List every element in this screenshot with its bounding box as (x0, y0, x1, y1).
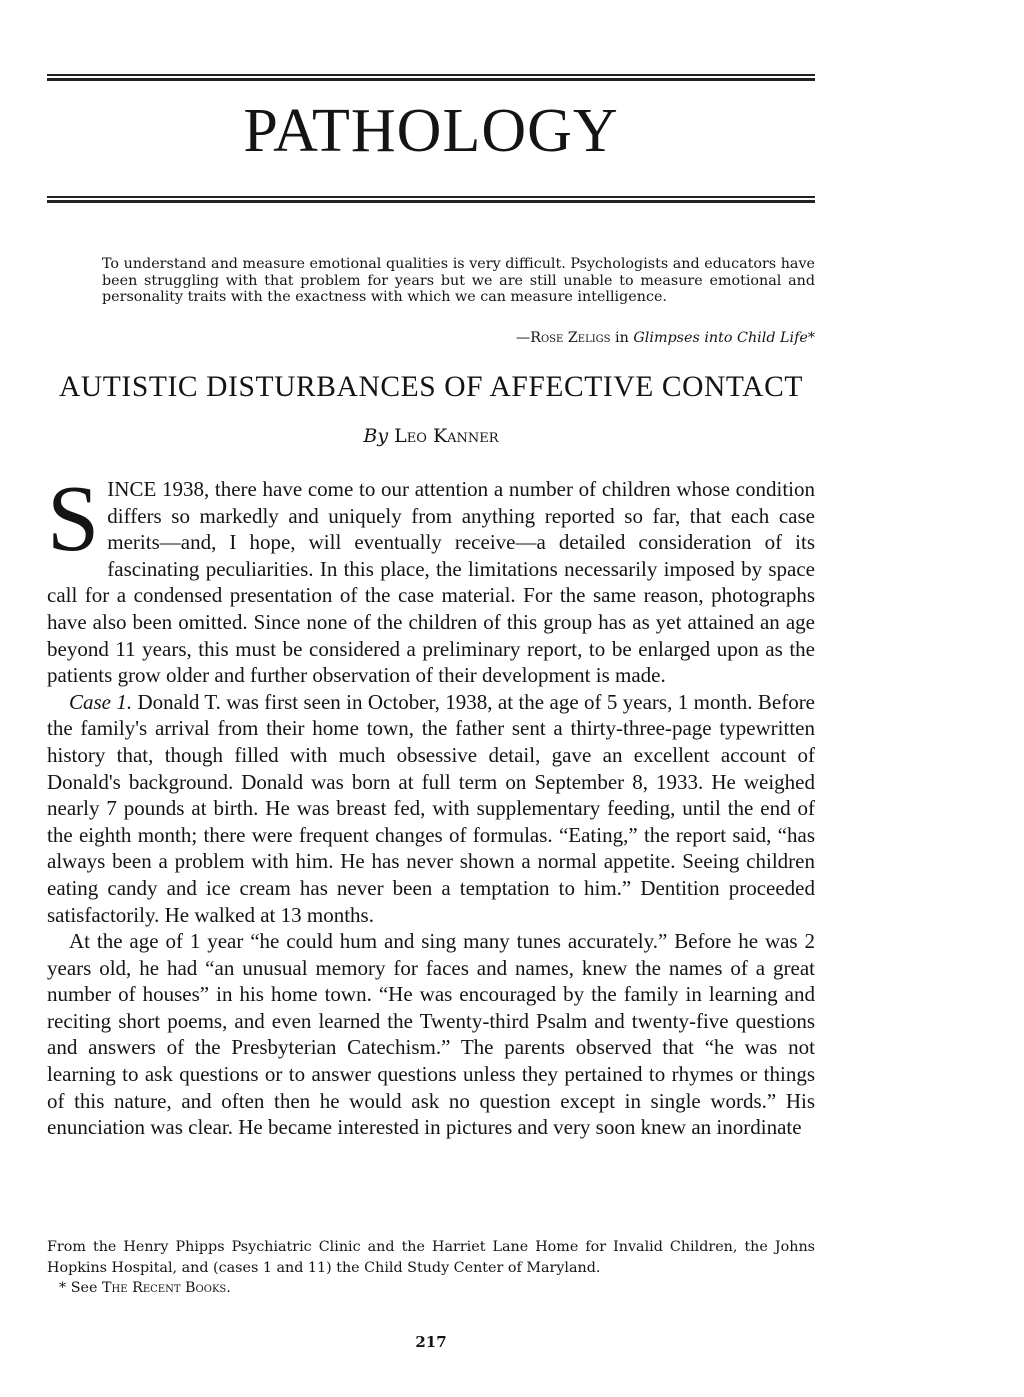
header-rule-bottom (47, 196, 815, 203)
footnote-affiliation: From the Henry Phipps Psychiatric Clinic and the Harriet Lane Home for Invalid Children, the Johns Hopkins Hospital, and (cases 1 and 11) the Child Study Center of Maryland. (47, 1239, 815, 1276)
attribution-work: Glimpses into Child Life (633, 330, 808, 346)
page-number: 217 (415, 1333, 447, 1351)
paragraph-early-development: At the age of 1 year “he could hum and sing many tunes accurately.” Before he was 2 years old, he had “an unusual memory for faces and names, knew the names of a great number of houses” in his home town. “He was encouraged by the family in learning and reciting short poems, and even learned the Twenty-third Psalm and twenty-five questions and answers of the Presbyterian Catechism.” The parents observed that “he was not learning to ask questions or to answer questions unless they pertained to rhymes or things of this nature, and often then he would ask no question except in single words.” His enunciation was clear. He became interested in pictures and very soon knew an inordinate (47, 929, 815, 1140)
footnote-star-prefix: * See (59, 1280, 102, 1296)
case-label: Case 1. (69, 689, 133, 714)
attribution-author: Rose Zeligs (530, 330, 611, 346)
drop-cap: S (47, 467, 100, 571)
paragraph-case-1 (47, 689, 815, 928)
paragraph-case-1-text: Donald T. was first seen in October, 1938, at the age of 5 years, 1 month. Before the family's arrival from their home town, the father sent a thirty-three-page typewritten history that, though filled with much obsessive detail, gave an excellent account of Donald's background. Donald was born at full term on September 8, 1933. He weighed nearly 7 pounds at birth. He was breast fed, with supplementary feeding, until the end of the eighth month; there were frequent changes of formulas. “Eating,” the report said, “has always been a problem with him. He has never shown a normal appetite. Seeing children eating candy and ice cream has never been a temptation to him.” Dentition proceeded satisfactorily. He walked at 13 months. (47, 689, 816, 927)
paragraph-intro (47, 467, 815, 689)
attribution-in: in (610, 330, 634, 346)
attribution-footnote-mark: * (807, 330, 815, 346)
lead-in-caps: INCE (107, 477, 157, 501)
footnote-star (47, 1278, 815, 1299)
journal-page (47, 0, 815, 1397)
epigraph-attribution (102, 329, 815, 347)
article-title: AUTISTIC DISTURBANCES OF AFFECTIVE CONTACT (58, 371, 803, 403)
article-body (47, 467, 816, 1141)
byline-prefix: By (363, 425, 389, 447)
epigraph-quote: To understand and measure emotional qualities is very difficult. Psychologists and educators have been struggling with that problem for years but we are still unable to measure emotional and personality traits with the exactness with which we can measure intelligence. (102, 256, 815, 305)
footnotes (47, 1237, 815, 1299)
footnote-star-reference: The Recent Books. (101, 1280, 231, 1296)
paragraph-intro-text: 1938, there have come to our attention a number of children whose condition differs so markedly and uniquely from anything reported so far, that each case merits—and, I hope, will eventually receive—a detailed consideration of its fascinating peculiarities. In this place, the limitations necessarily imposed by space call for a condensed presentation of the case material. For the same reason, photographs have also been omitted. Since none of the children of this group has as yet attained an age beyond 11 years, this must be considered a preliminary report, to be enlarged upon as the patients grow older and further observation of their development is made. (47, 477, 815, 688)
byline (47, 423, 815, 449)
attribution-dash: — (515, 330, 531, 346)
header-rule-top (47, 74, 815, 81)
byline-author: Leo Kanner (394, 425, 499, 447)
section-title: PATHOLOGY (243, 97, 619, 165)
